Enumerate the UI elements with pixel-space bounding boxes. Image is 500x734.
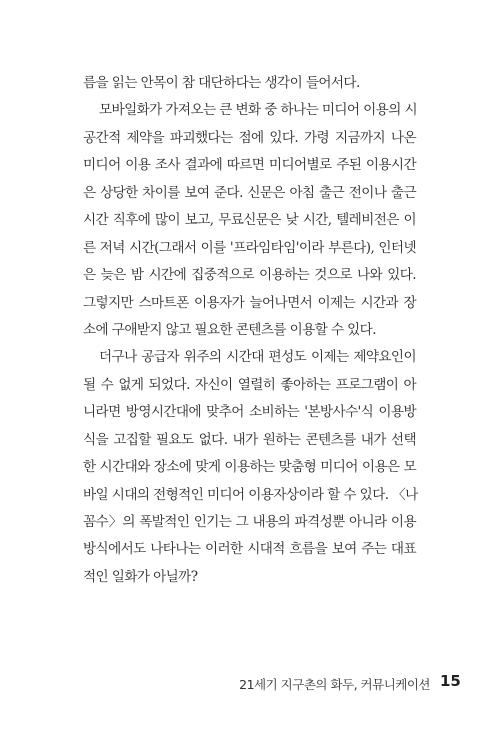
body-text bbox=[83, 70, 416, 591]
text-line: 른 저녁 시간(그래서 이를 '프라임타임'이라 부른다), 인터넷 bbox=[83, 239, 416, 256]
running-title: 21세기 지구촌의 화두, 커뮤니케이션 bbox=[239, 677, 430, 692]
text-line: 더구나 공급자 위주의 시간대 편성도 이제는 제약요인이 bbox=[99, 349, 416, 366]
text-line: 될 수 없게 되었다. 자신이 열렬히 좋아하는 프로그램이 아 bbox=[83, 376, 416, 393]
text-line: 소에 구애받지 않고 필요한 콘텐츠를 이용할 수 있다. bbox=[83, 321, 376, 338]
text-line: 미디어 이용 조사 결과에 따르면 미디어별로 주된 이용시간 bbox=[83, 157, 416, 174]
text-line: 그렇지만 스마트폰 이용자가 늘어나면서 이제는 시간과 장 bbox=[83, 294, 416, 311]
text-line: 방식에서도 나타나는 이러한 시대적 흐름을 보여 주는 대표 bbox=[83, 541, 416, 558]
text-line: 꼼수〉의 폭발적인 인기는 그 내용의 파격성뿐 아니라 이용 bbox=[83, 514, 416, 530]
text-line: 름을 읽는 안목이 참 대단하다는 생각이 들어서다. bbox=[83, 75, 360, 91]
text-line: 한 시간대와 장소에 맞게 이용하는 맞춤형 미디어 이용은 모 bbox=[83, 459, 416, 476]
text-line: 은 늦은 밤 시간에 집중적으로 이용하는 것으로 나와 있다. bbox=[83, 267, 416, 284]
text-line: 니라면 방영시간대에 맞추어 소비하는 '본방사수'식 이용방 bbox=[83, 404, 416, 421]
text-line: 은 상당한 차이를 보여 준다. 신문은 아침 출근 전이나 출근 bbox=[83, 184, 416, 201]
text-line: 공간적 제약을 파괴했다는 점에 있다. 가령 지금까지 나온 bbox=[83, 129, 416, 146]
text-line: 바일 시대의 전형적인 미디어 이용자상이라 할 수 있다. 〈나 bbox=[83, 486, 418, 503]
text-line: 시간 직후에 많이 보고, 무료신문은 낮 시간, 텔레비전은 이 bbox=[83, 212, 416, 229]
page-number: 15 bbox=[440, 672, 461, 690]
text-line: 식을 고집할 필요도 없다. 내가 원하는 콘텐츠를 내가 선택 bbox=[83, 431, 416, 448]
text-line: 적인 일화가 아닐까? bbox=[83, 568, 198, 585]
text-line: 모바일화가 가져오는 큰 변화 중 하나는 미디어 이용의 시 bbox=[99, 102, 417, 119]
